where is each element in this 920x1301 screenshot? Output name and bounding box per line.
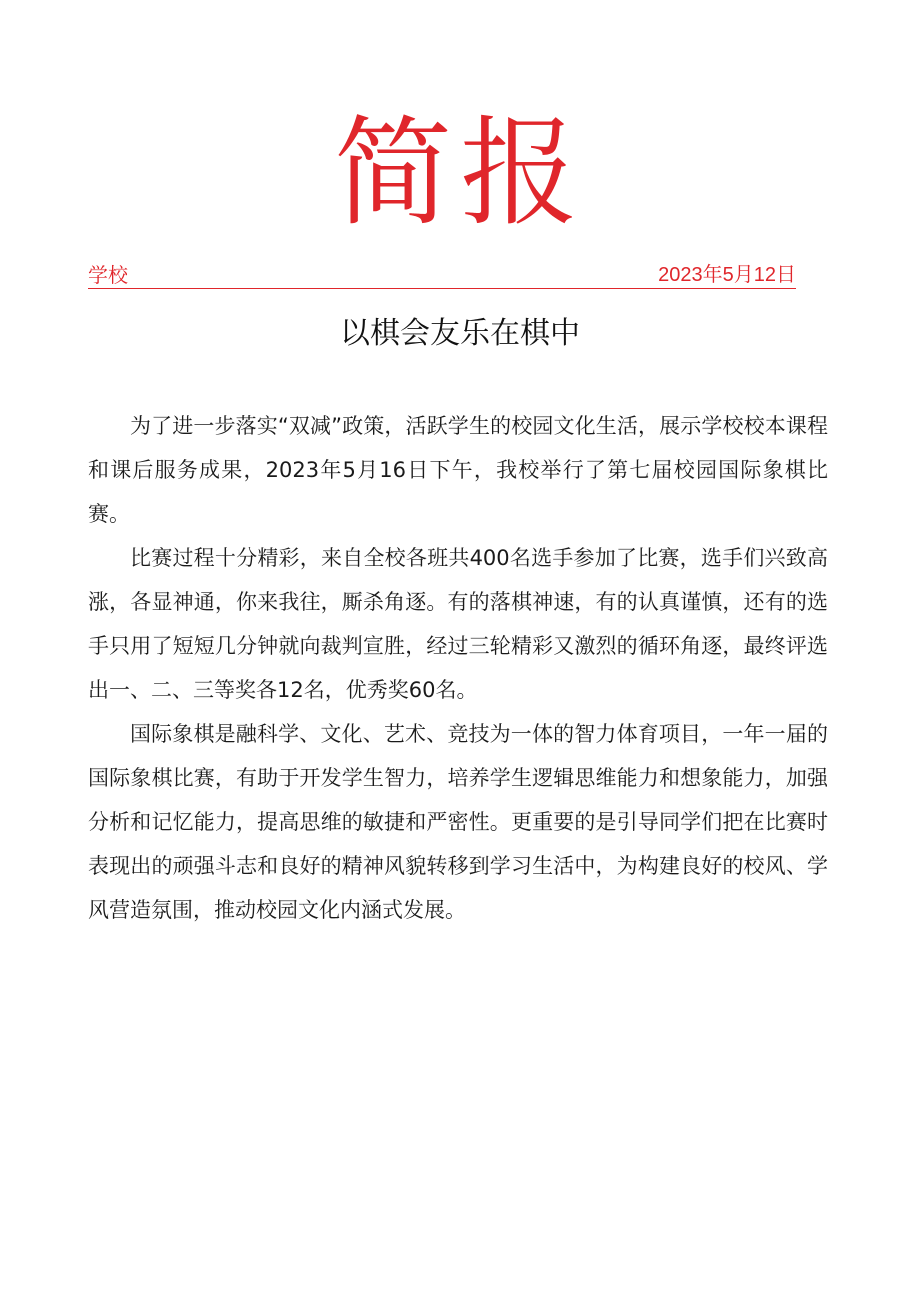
article-paragraph-1: 为了进一步落实“双减”政策，活跃学生的校园文化生活，展示学校校本课程和课后服务成果，2023年5月16日下午，我校举行了第七届校园国际象棋比赛。 [88,414,828,526]
article-paragraph-2: 比赛过程十分精彩，来自全校各班共400名选手参加了比赛，选手们兴致高涨，各显神通，你来我往，厮杀角逐。有的落棋神速，有的认真谨慎，还有的选手只用了短短几分钟就向裁判宣胜，经过三轮精彩又激烈的循环角逐，最终评选出一、二、三等奖各12名，优秀奖60名。 [88,546,828,702]
issue-date: 2023年5月12日 [658,264,796,286]
article-title: 以棋会友乐在棋中 [340,316,580,351]
article-paragraph-3: 国际象棋是融科学、文化、艺术、竞技为一体的智力体育项目，一年一届的国际象棋比赛，有助于开发学生智力，培养学生逻辑思维能力和想象能力，加强分析和记忆能力，提高思维的敏捷和严密性。更重要的是引导同学们把在比赛时表现出的顽强斗志和良好的精神风貌转移到学习生活中，为构建良好的校风、学风营造氛围，推动校园文化内涵式发展。 [88,722,828,922]
issue-info-line [88,262,796,289]
issue-school: 学校 [88,263,128,287]
article-body [88,404,828,932]
masthead-title: 简报 [333,104,586,242]
